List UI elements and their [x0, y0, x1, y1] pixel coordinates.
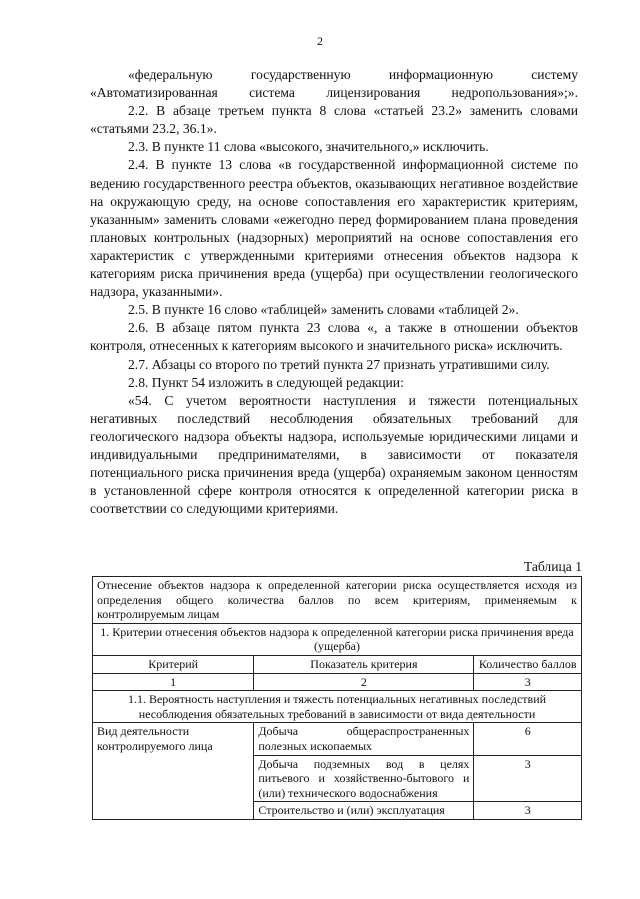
column-number: 3 [474, 673, 582, 691]
criterion-cell: Вид деятельности контролируемого лица [93, 723, 254, 820]
paragraph-2-3: 2.3. В пункте 11 слова «высокого, значительного,» исключить. [128, 139, 489, 155]
paragraph-2-6: 2.6. В абзаце пятом пункта 23 слова «, а также в отношении объектов контроля, отнесенных к категориям высокого и значительного риска» исключить. [90, 320, 578, 354]
paragraph-2-8: 2.8. Пункт 54 изложить в следующей редакции: [128, 374, 404, 390]
table-section-heading: 1. Критерии отнесения объектов надзора к определенной категории риска причинения вреда (ущерба) [93, 623, 582, 655]
indicator-cell: Добыча общераспространенных полезных ископаемых [254, 723, 474, 755]
risk-criteria-table [92, 576, 582, 820]
column-header-indicator: Показатель критерия [254, 655, 474, 673]
paragraph-2-5: 2.5. В пункте 16 слово «таблицей» заменить словами «таблицей 2». [128, 302, 519, 318]
paragraph-2-7: 2.7. Абзацы со второго по третий пункта 27 признать утратившими силу. [128, 356, 550, 372]
paragraph-2-2: 2.2. В абзаце третьем пункта 8 слова «статьей 23.2» заменить словами «статьями 23.2, 36.1». [90, 103, 578, 137]
indicator-cell: Добыча подземных вод в целях питьевого и хозяйственно-бытового и (или) технического водоснабжения [254, 755, 474, 802]
table-row [93, 691, 582, 723]
table-row [93, 577, 582, 624]
table-label: Таблица 1 [523, 559, 582, 574]
table-column-number-row [93, 673, 582, 691]
points-cell: 3 [474, 802, 582, 820]
column-header-points: Количество баллов [474, 655, 582, 673]
table-row [93, 623, 582, 655]
paragraph-54: «54. С учетом вероятности наступления и тяжести потенциальных негативных последствий несоблюдения обязательных требований для геологического надзора объекты надзора, используемые юридическими лицами и индивидуальными предпринимателями, в зависимости от показателя потенциального риска причинения вреда (ущерба) охраняемым законом ценностям в установленной сфере контроля относятся к определенной категории риска в соответствии со следующими критериями. [90, 392, 578, 517]
page-number: 2 [317, 34, 323, 48]
table-row [93, 723, 582, 755]
body-text [90, 66, 578, 518]
paragraph-quote-continuation: «федеральную государственную информационную систему «Автоматизированная система лицензирования недропользования»;». [90, 67, 578, 101]
indicator-cell: Строительство и (или) эксплуатация [254, 802, 474, 820]
points-cell: 6 [474, 723, 582, 755]
table-subsection-heading: 1.1. Вероятность наступления и тяжесть потенциальных негативных последствий несоблюдения обязательных требований в зависимости от вида деятельности [93, 691, 582, 723]
column-number: 2 [254, 673, 474, 691]
paragraph-2-4: 2.4. В пункте 13 слова «в государственной информационной системе по ведению государственного реестра объектов, оказывающих негативное воздействие на окружающую среду, на основе сопоставления его характеристик критериям, указанным» заменить словами «ежегодно перед формированием плана проведения плановых контрольных (надзорных) мероприятий на основе сопоставления его характеристик с утвержденными критериями отнесения объектов надзора к категориям риска причинения вреда (ущерба) при осуществлении геологического надзора, указанными». [90, 157, 578, 300]
points-cell: 3 [474, 755, 582, 802]
table-intro-cell: Отнесение объектов надзора к определенной категории риска осуществляется исходя из определения общего количества баллов по всем критериям, применяемым к контролируемым лицам [93, 577, 582, 624]
column-header-criterion: Критерий [93, 655, 254, 673]
table-header-row [93, 655, 582, 673]
column-number: 1 [93, 673, 254, 691]
